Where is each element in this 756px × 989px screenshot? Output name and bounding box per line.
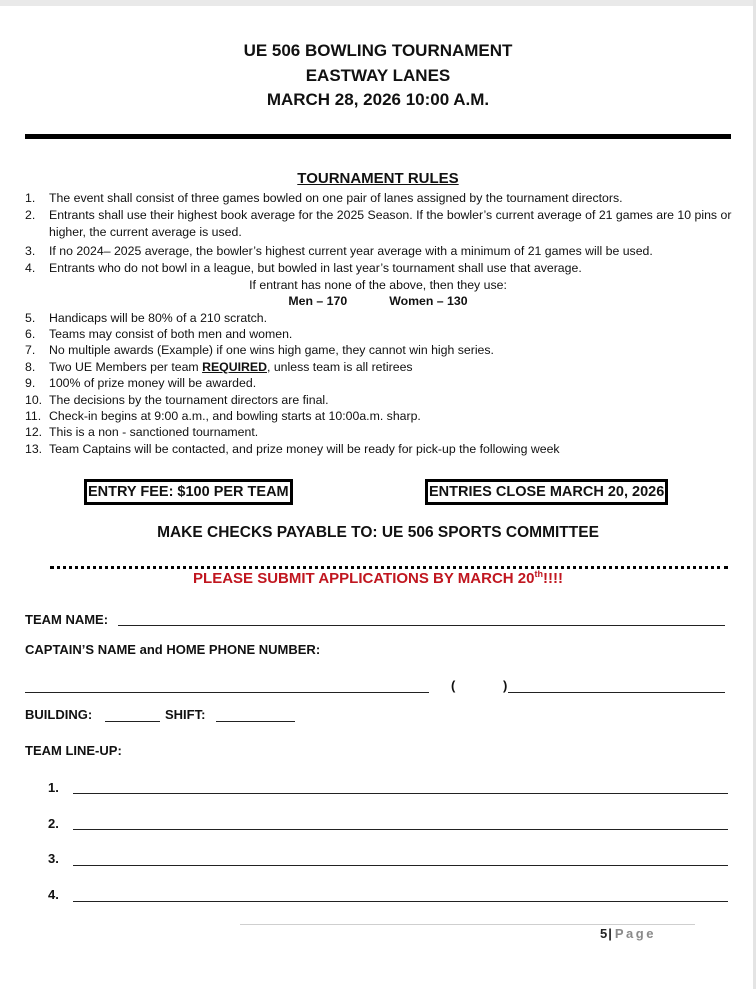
shift-line[interactable] xyxy=(216,721,295,722)
rule-item-1 xyxy=(25,190,737,207)
submit-text: PLEASE SUBMIT APPLICATIONS BY MARCH 20 xyxy=(193,570,535,587)
rule-number: 8. xyxy=(25,360,36,374)
page-footer xyxy=(600,926,656,941)
rule-text: Entrants who do not bowl in a league, but bowled in last year’s tournament shall use that average. xyxy=(49,261,582,275)
phone-open-paren: ( xyxy=(451,678,456,693)
lineup-line-4[interactable] xyxy=(73,901,728,902)
rule-number: 7. xyxy=(25,343,36,357)
team-name-line[interactable] xyxy=(118,625,725,626)
rule-number: 2. xyxy=(25,208,36,222)
rule-number: 9. xyxy=(25,376,36,390)
checks-payable: MAKE CHECKS PAYABLE TO: UE 506 SPORTS COMMITTEE xyxy=(157,524,599,541)
rule-item-9 xyxy=(25,375,737,392)
rule-item-2 xyxy=(25,207,737,240)
phone-close-paren: ) xyxy=(503,678,508,693)
rule-number: 5. xyxy=(25,311,36,325)
tournament-datetime: MARCH 28, 2026 10:00 A.M. xyxy=(266,90,490,109)
page-number: 5 xyxy=(600,926,608,941)
lineup-number: 2. xyxy=(48,816,59,831)
rule-text: Entrants shall use their highest book average for the 2025 Season. If the bowler’s current average of 21 games are 10 pins or higher, the current average is used. xyxy=(49,208,732,239)
entries-close-box: ENTRIES CLOSE MARCH 20, 2026 xyxy=(425,479,668,505)
submit-exclaim: !!!! xyxy=(542,570,563,587)
rule-text: Team Captains will be contacted, and prize money will be ready for pick-up the following week xyxy=(49,442,560,456)
rule-item-4 xyxy=(25,260,737,277)
rule-item-12 xyxy=(25,424,737,441)
rule-number: 1. xyxy=(25,191,36,205)
rule-text: 100% of prize money will be awarded. xyxy=(49,376,257,390)
building-line[interactable] xyxy=(105,721,160,722)
rule-text: Check-in begins at 9:00 a.m., and bowling starts at 10:00a.m. sharp. xyxy=(49,409,421,423)
lineup-number: 3. xyxy=(48,851,59,866)
shift-label: SHIFT: xyxy=(165,707,206,722)
building-label: BUILDING: xyxy=(25,707,93,722)
rule-number: 12. xyxy=(25,425,43,439)
lineup-line-3[interactable] xyxy=(73,865,728,866)
rule-text: The decisions by the tournament directors are final. xyxy=(49,393,329,407)
venue-name: EASTWAY LANES xyxy=(305,65,451,85)
rule-number: 3. xyxy=(25,244,36,258)
no-average-note: If entrant has none of the above, then they use: xyxy=(249,278,507,292)
rule-item-7 xyxy=(25,342,737,359)
tournament-title: UE 506 BOWLING TOURNAMENT xyxy=(243,41,513,60)
rule-item-3 xyxy=(25,243,737,260)
lineup-number: 4. xyxy=(48,887,59,902)
lineup-line-2[interactable] xyxy=(73,829,728,830)
women-average: Women – 130 xyxy=(389,294,468,308)
submit-ordinal: th xyxy=(534,569,543,579)
lineup-number: 1. xyxy=(48,780,59,795)
rule-text: No multiple awards (Example) if one wins high game, they cannot win high series. xyxy=(49,343,494,357)
rule-number: 11. xyxy=(25,409,42,423)
rule-text: This is a non - sanctioned tournament. xyxy=(49,425,259,439)
submit-deadline xyxy=(0,569,756,587)
page-edge-top xyxy=(0,0,756,6)
men-average: Men – 170 xyxy=(288,294,348,308)
required-emphasis: REQUIRED xyxy=(202,360,267,374)
rule-number: 4. xyxy=(25,261,36,275)
header-divider xyxy=(25,134,731,139)
rule-text: Handicaps will be 80% of a 210 scratch. xyxy=(49,311,268,325)
lineup-label: TEAM LINE-UP: xyxy=(25,743,122,758)
rule-number: 13. xyxy=(25,442,43,456)
rule-item-11 xyxy=(25,408,737,425)
entry-fee-box: ENTRY FEE: $100 PER TEAM xyxy=(84,479,293,505)
rule-item-10 xyxy=(25,392,737,409)
rule-text: Two UE Members per team xyxy=(49,360,203,374)
default-averages xyxy=(0,293,756,310)
page-separator: | xyxy=(608,926,612,941)
captain-label: CAPTAIN’S NAME and HOME PHONE NUMBER: xyxy=(25,642,321,657)
rules-heading: TOURNAMENT RULES xyxy=(297,170,459,187)
page-word: Page xyxy=(614,926,656,941)
team-name-label: TEAM NAME: xyxy=(25,612,109,627)
rule-item-8 xyxy=(25,359,737,376)
document-header xyxy=(0,39,756,113)
lineup-line-1[interactable] xyxy=(73,793,728,794)
rule-text: The event shall consist of three games bowled on one pair of lanes assigned by the tournament directors. xyxy=(49,191,623,205)
rule-number: 10. xyxy=(25,393,43,407)
rule-item-6 xyxy=(25,326,737,343)
rule-text: If no 2024– 2025 average, the bowler’s highest current year average with a minimum of 21 games will be used. xyxy=(49,244,653,258)
footer-divider xyxy=(240,924,695,925)
rule-text-suffix: , unless team is all retirees xyxy=(267,360,413,374)
rule-text: Teams may consist of both men and women. xyxy=(49,327,293,341)
rule-number: 6. xyxy=(25,327,36,341)
captain-name-line[interactable] xyxy=(25,692,429,693)
rule-item-13 xyxy=(25,441,737,458)
phone-number-line[interactable] xyxy=(508,692,725,693)
rule-item-5 xyxy=(25,310,737,327)
